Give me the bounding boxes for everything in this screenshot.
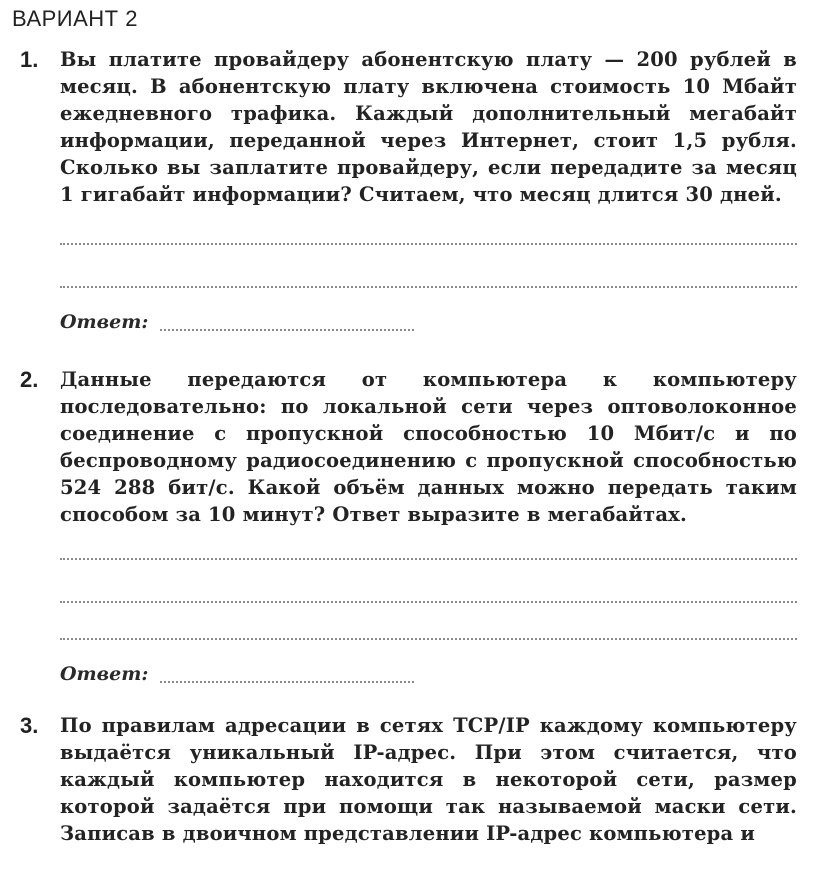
answer-label: Ответ: [60,663,149,685]
answer-work-line[interactable] [60,601,797,603]
variant-title: ВАРИАНТ 2 [12,6,138,31]
task-number: 2. [20,367,39,392]
answer-field[interactable] [160,329,414,331]
answer-label: Ответ: [60,311,149,333]
answer-work-line[interactable] [60,286,797,288]
answer-row [60,661,460,687]
task-text: По правилам адресации в сетях TCP/IP каждому компьютеру выдаётся уникальный IP-адрес. При этом считается, что каждый компьютер находится в некоторой сети, размер которой задаётся при помощи так называемой маски сети. Записав в двоичном представлении IP-адрес компьютера и [60,714,797,845]
answer-work-line[interactable] [60,243,797,245]
task-number: 3. [20,713,39,738]
answer-work-line[interactable] [60,558,797,560]
task-number: 1. [20,47,39,72]
answer-work-line[interactable] [60,638,797,640]
task-text: Вы платите провайдеру абонентскую плату — 200 рублей в месяц. В абонентскую плату включена стоимость 10 Мбайт ежедневного трафика. Каждый дополнительный мегабайт информации, переданной через Интернет, стоит 1,5 рубля. Сколько вы заплатите провайдеру, если передадите за месяц 1 гигабайт информации? Считаем, что месяц длится 30 дней. [60,48,797,206]
answer-field[interactable] [160,681,414,683]
task-text: Данные передаются от компьютера к компьютеру последовательно: по локальной сети через оптоволоконное соединение с пропускной способностью 10 Мбит/с и по беспроводному радиосоединению с пропускной способностью 524 288 бит/с. Какой объём данных можно передать таким способом за 10 минут? Ответ выразите в мегабайтах. [60,368,797,526]
answer-row [60,309,460,335]
